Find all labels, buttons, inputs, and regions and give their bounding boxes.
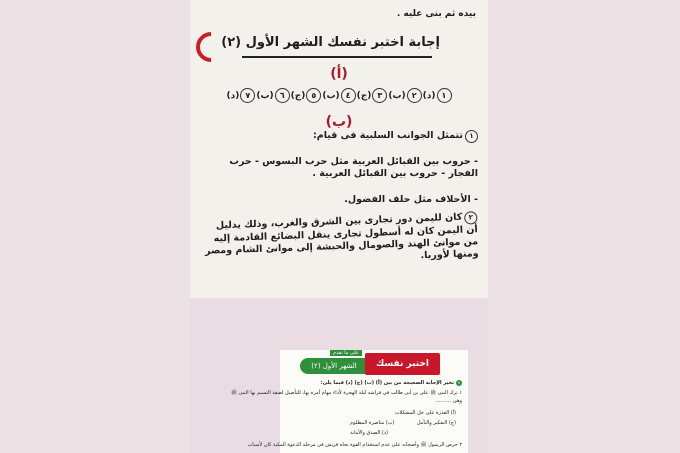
answer-item [423, 88, 452, 103]
answer-item [227, 88, 256, 103]
question-number: ٢ [464, 211, 477, 224]
title-underline [242, 56, 432, 58]
answer-item [256, 88, 289, 103]
answer-number: ٧ [240, 88, 255, 103]
answer-number: ١ [437, 88, 452, 103]
right-margin [488, 0, 680, 453]
card-question-number: ١ [457, 380, 461, 385]
question-2 [201, 211, 479, 270]
answer-paragraph: - حروب بين القبائل العربية مثل حرب البسوس - حرب الفجار - حروب بين القبائل العربية . [229, 156, 478, 179]
answer-letter: (ج) [356, 90, 372, 101]
answer-paragraph: - الأحلاف مثل حلف الفضول. [344, 194, 478, 205]
book-page-card [230, 350, 468, 453]
answer-number: ٥ [306, 88, 321, 103]
answer-item [388, 88, 421, 103]
card-line: ١ ترك النبى ﷺ على بن أبى طالب فى فراشه ليلة الهجرة لأداء مهام أمره بها، للتأصيل لصفة التسيم بها النبى ﷺ [230, 390, 462, 396]
card-question-heading [286, 380, 462, 387]
answer-number: ٤ [341, 88, 356, 103]
month-banner: الشهر الأول (٢) [300, 358, 368, 374]
answer-letter: (ج) [290, 90, 306, 101]
question-text: كان لليمن دور تجارى بين الشرق والغرب، وذلك يدليل أن اليمن كان له أسطول تجارى ينقل البضائع القادمة إليه من موانئ الهند والصومال والحبشة إلى موانئ الشام ومصر ومنها لأوربا. [204, 211, 479, 262]
question-number: ١ [465, 130, 478, 143]
answer-letter: (ب) [256, 90, 274, 101]
answer-number: ٣ [372, 88, 387, 103]
question-1 [202, 130, 478, 143]
answer-letter: (د) [226, 90, 240, 101]
left-margin [0, 0, 190, 453]
tag-label: على ما تقدم [330, 350, 362, 356]
section-a-heading: (أ) [330, 66, 348, 82]
top-line: بيده ثم بنى عليه . [396, 9, 476, 19]
answer-letter: (ب) [322, 90, 340, 101]
card-question-text: تخير الإجابة الصحيحة من بين (أ) (ب) (ج) (د) فيما يلى: [320, 380, 454, 386]
answer-item [291, 88, 322, 103]
answer-number: ٦ [275, 88, 290, 103]
answer-item [322, 88, 355, 103]
option-b: (ب) مناصرة المظلوم [350, 420, 395, 426]
card-line: وهى .......... [435, 398, 462, 404]
option-c: (ج) التفكير والتأمل [416, 420, 456, 426]
answer-number: ٢ [407, 88, 422, 103]
section-b-heading: (ب) [325, 114, 353, 130]
answer-item [357, 88, 388, 103]
answer-page [190, 0, 488, 298]
card-line: ٢ حرص الرسول ﷺ وأصحابه على عدم استخدام القوة تجاه قريش فى مرحلة الدعوة المكية كان لأسباب [247, 442, 462, 448]
option-a: (أ) القدرة على حل المشكلات [394, 410, 456, 416]
test-yourself-banner: اختبر نفسك [365, 353, 440, 375]
page-title: إجابة اختبر نفسك الشهر الأول (٢) [221, 35, 440, 50]
option-d: (د) الصدق والأمانة [350, 430, 388, 436]
answer-letter: (د) [422, 90, 436, 101]
answer-letter: (ب) [388, 90, 406, 101]
question-text: تتمثل الجوانب السلبية فى قيام: [312, 130, 463, 141]
answer-key-row [196, 88, 482, 103]
